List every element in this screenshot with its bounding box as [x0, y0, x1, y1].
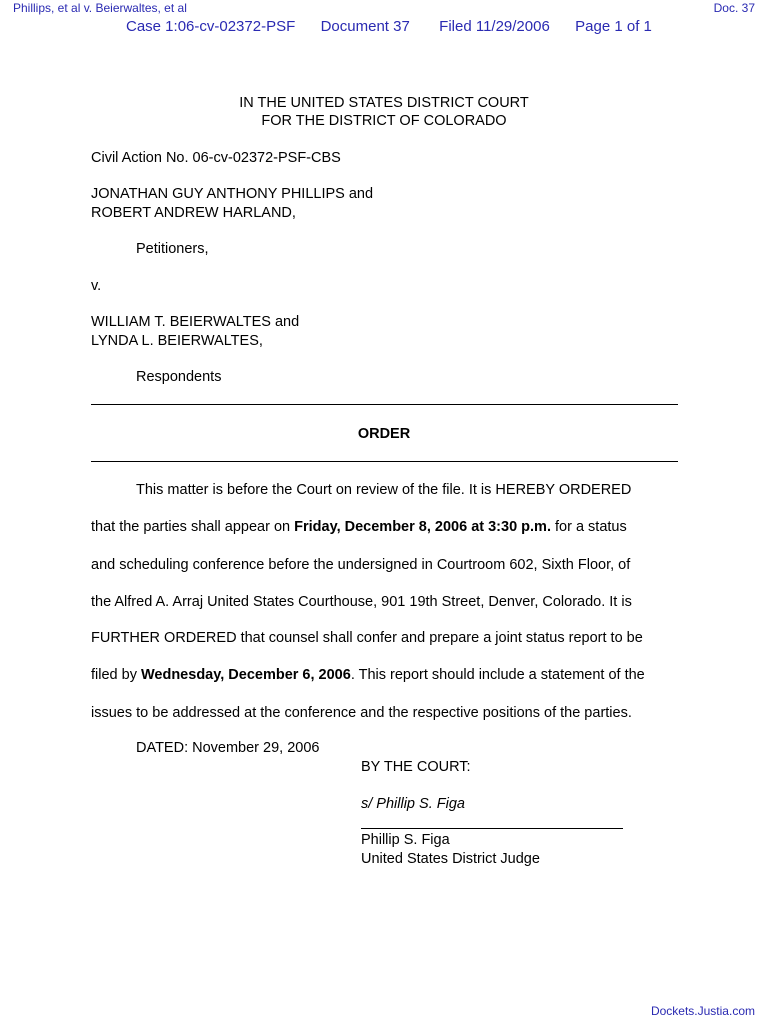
filing-stamp [126, 18, 652, 35]
civil-action-number: Civil Action No. 06-cv-02372-PSF-CBS [91, 150, 341, 166]
body-line-3: and scheduling conference before the undersigned in Courtroom 602, Sixth Floor, of [91, 557, 631, 573]
body-line-4: the Alfred A. Arraj United States Courthouse, 901 19th Street, Denver, Colorado. It is [91, 594, 632, 610]
respondent-names-line2: LYNDA L. BEIERWALTES, [91, 333, 263, 349]
hearing-datetime: Friday, December 8, 2006 at 3:30 p.m. [294, 519, 551, 535]
body-line-2 [91, 518, 627, 536]
judge-title: United States District Judge [361, 851, 540, 867]
stamp-document: Document 37 [320, 18, 410, 35]
body-line-2-text-a: that the parties shall appear on [91, 519, 295, 535]
body-line-6-text-a: filed by [91, 667, 141, 683]
dockets-justia-link[interactable]: Dockets.Justia.com [650, 1004, 755, 1018]
petitioners-label: Petitioners, [136, 241, 209, 257]
body-line-1: This matter is before the Court on review of the file. It is HEREBY ORDERED [136, 482, 632, 498]
body-line-7: issues to be addressed at the conference and the respective positions of the parties. [91, 705, 632, 721]
respondent-names-line1: WILLIAM T. BEIERWALTES and [91, 314, 300, 330]
body-line-6-text-c: . This report should include a statement of the [350, 667, 645, 683]
petitioner-names-line1: JONATHAN GUY ANTHONY PHILLIPS and [91, 186, 374, 202]
doc-number-link[interactable]: Doc. 37 [713, 1, 755, 15]
order-title: ORDER [357, 426, 411, 442]
stamp-page: Page 1 of 1 [575, 18, 652, 35]
judge-name: Phillip S. Figa [361, 832, 450, 848]
versus-label: v. [91, 278, 102, 294]
stamp-case: Case 1:06-cv-02372-PSF [126, 18, 296, 35]
case-caption-link[interactable]: Phillips, et al v. Beierwaltes, et al [13, 1, 187, 15]
dated-line: DATED: November 29, 2006 [136, 740, 320, 756]
divider-top [91, 404, 678, 405]
by-the-court-label: BY THE COURT: [361, 759, 471, 775]
stamp-filed: Filed 11/29/2006 [439, 18, 550, 35]
respondents-label: Respondents [136, 369, 222, 385]
electronic-signature: s/ Phillip S. Figa [361, 796, 465, 812]
divider-bottom [91, 461, 678, 462]
report-due-date: Wednesday, December 6, 2006 [140, 667, 351, 683]
petitioner-names-line2: ROBERT ANDREW HARLAND, [91, 205, 296, 221]
body-line-6 [91, 666, 645, 684]
body-line-5: FURTHER ORDERED that counsel shall confer and prepare a joint status report to be [91, 630, 643, 646]
court-name-line1: IN THE UNITED STATES DISTRICT COURT [239, 95, 529, 111]
court-name-line2: FOR THE DISTRICT OF COLORADO [261, 113, 507, 129]
body-line-2-text-c: for a status [550, 519, 627, 535]
signature-line [361, 828, 623, 829]
